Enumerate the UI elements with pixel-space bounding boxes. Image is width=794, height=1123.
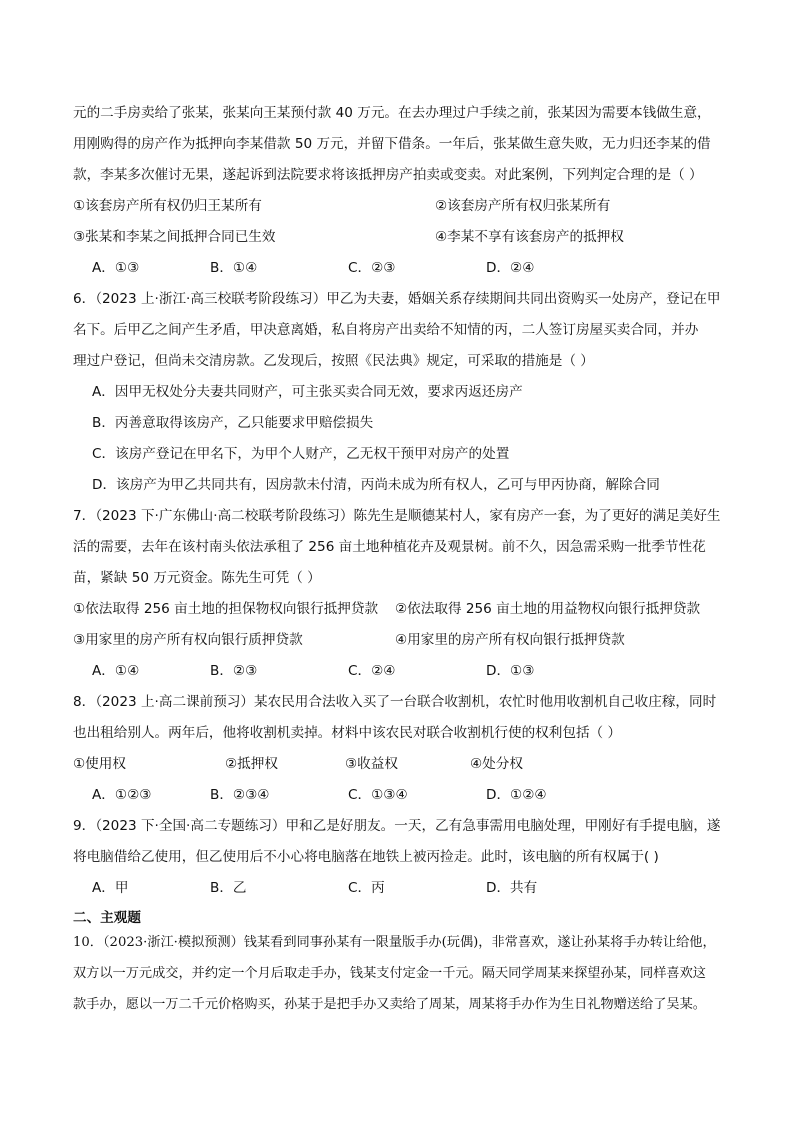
q8-option-b: B．②③④ — [210, 787, 270, 803]
q7-line-2: 活的需要，去年在该村南头依法承租了 256 亩土地种植花卉及观景树。前不久，因急需采购一批季节性花 — [73, 539, 706, 555]
q7-option-a: A．①④ — [92, 663, 140, 679]
q8-line-2: 也出租给别人。两年后，他将收割机卖掉。材料中该农民对联合收割机行使的权利包括（ ） — [73, 725, 622, 741]
q6-line-2: 名下。后甲乙之间产生矛盾，甲决意离婚，私自将房产出卖给不知情的丙，二人签订房屋买卖合同，并办 — [73, 322, 699, 338]
q6-option-d: D．该房产为甲乙共同共有，因房款未付清，丙尚未成为所有权人，乙可与甲丙协商，解除合同 — [92, 477, 660, 493]
q7-item-1: ①依法取得 256 亩土地的担保物权向银行抵押贷款 — [73, 601, 379, 617]
q6-line-1: 6．（2023 上·浙江·高三校联考阶段练习）甲乙为夫妻，婚姻关系存续期间共同出资购买一处房产，登记在甲 — [73, 291, 721, 307]
q8-item-2: ②抵押权 — [225, 756, 278, 772]
q5-option-c: C．②③ — [348, 260, 396, 276]
q7-item-3: ③用家里的房产所有权向银行质押贷款 — [73, 632, 303, 648]
q5-option-a: A．①③ — [92, 260, 140, 276]
q8-item-4: ④处分权 — [470, 756, 523, 772]
q7-item-2: ②依法取得 256 亩土地的用益物权向银行抵押贷款 — [395, 601, 701, 617]
q8-option-c: C．①③④ — [348, 787, 408, 803]
q8-line-1: 8．（2023 上·高二课前预习）某农民用合法收入买了一台联合收割机，农忙时他用收割机自己收庄稼，同时 — [73, 694, 717, 710]
q7-line-3: 苗，紧缺 50 万元资金。陈先生可凭（ ） — [73, 570, 321, 586]
q8-item-1: ①使用权 — [73, 756, 126, 772]
q6-line-3: 理过户登记，但尚未交清房款。乙发现后，按照《民法典》规定，可采取的措施是（ ） — [73, 353, 594, 369]
q8-option-a: A．①②③ — [92, 787, 152, 803]
q5-item-4: ④李某不享有该套房产的抵押权 — [435, 229, 624, 245]
q6-option-b: B．丙善意取得该房产，乙只能要求甲赔偿损失 — [92, 415, 374, 431]
q9-option-b: B．乙 — [210, 880, 247, 896]
q9-line-1: 9．（2023 下·全国·高二专题练习）甲和乙是好朋友。一天，乙有急事需用电脑处理，甲刚好有手提电脑，遂 — [73, 818, 721, 834]
q5-line-2: 用刚购得的房产作为抵押向李某借款 50 万元，并留下借条。一年后，张某做生意失败，无力归还李某的借 — [73, 136, 711, 152]
q5-item-3: ③张某和李某之间抵押合同已生效 — [73, 229, 276, 245]
q6-option-c: C．该房产登记在甲名下，为甲个人财产，乙无权干预甲对房产的处置 — [92, 446, 510, 462]
q9-option-c: C．丙 — [348, 880, 385, 896]
q6-option-a: A．因甲无权处分夫妻共同财产，可主张买卖合同无效，要求丙返还房产 — [92, 384, 523, 400]
q7-option-d: D．①③ — [486, 663, 535, 679]
q10-line-1: 10．（2023·浙江·模拟预测）钱某看到同事孙某有一限量版手办(玩偶)，非常喜欢，遂让孙某将手办转让给他， — [73, 935, 716, 950]
q9-line-2: 将电脑借给乙使用，但乙使用后不小心将电脑落在地铁上被丙捡走。此时，该电脑的所有权属于( ) — [73, 849, 659, 865]
q7-option-b: B．②③ — [210, 663, 258, 679]
q7-item-4: ④用家里的房产所有权向银行抵押贷款 — [395, 632, 625, 648]
q8-option-d: D．①②④ — [486, 787, 547, 803]
q8-item-3: ③收益权 — [345, 756, 398, 772]
q5-line-1: 元的二手房卖给了张某，张某向王某预付款 40 万元。在去办理过户手续之前，张某因为需要本钱做生意， — [73, 105, 711, 121]
q5-item-1: ①该套房产所有权仍归王某所有 — [73, 198, 262, 214]
q10-line-2: 双方以一万元成交，并约定一个月后取走手办，钱某支付定金一千元。隔天同学周某来探望孙某，同样喜欢这 — [73, 966, 706, 981]
q5-line-3: 款，李某多次催讨无果，遂起诉到法院要求将该抵押房产拍卖或变卖。对此案例，下列判定合理的是（ ） — [73, 167, 703, 183]
section-heading-subjective: 二、主观题 — [73, 910, 141, 926]
q7-option-c: C．②④ — [348, 663, 396, 679]
q5-item-2: ②该套房产所有权归张某所有 — [435, 198, 611, 214]
q7-line-1: 7．（2023 下·广东佛山·高二校联考阶段练习）陈先生是顺德某村人，家有房产一套，为了更好的满足美好生 — [73, 508, 721, 524]
q5-option-b: B．①④ — [210, 260, 258, 276]
q9-option-d: D．共有 — [486, 880, 538, 896]
q9-option-a: A．甲 — [92, 880, 129, 896]
q5-option-d: D．②④ — [486, 260, 535, 276]
q10-line-3: 款手办，愿以一万二千元价格购买，孙某于是把手办又卖给了周某，周某将手办作为生日礼物赠送给了吴某。 — [73, 997, 706, 1012]
